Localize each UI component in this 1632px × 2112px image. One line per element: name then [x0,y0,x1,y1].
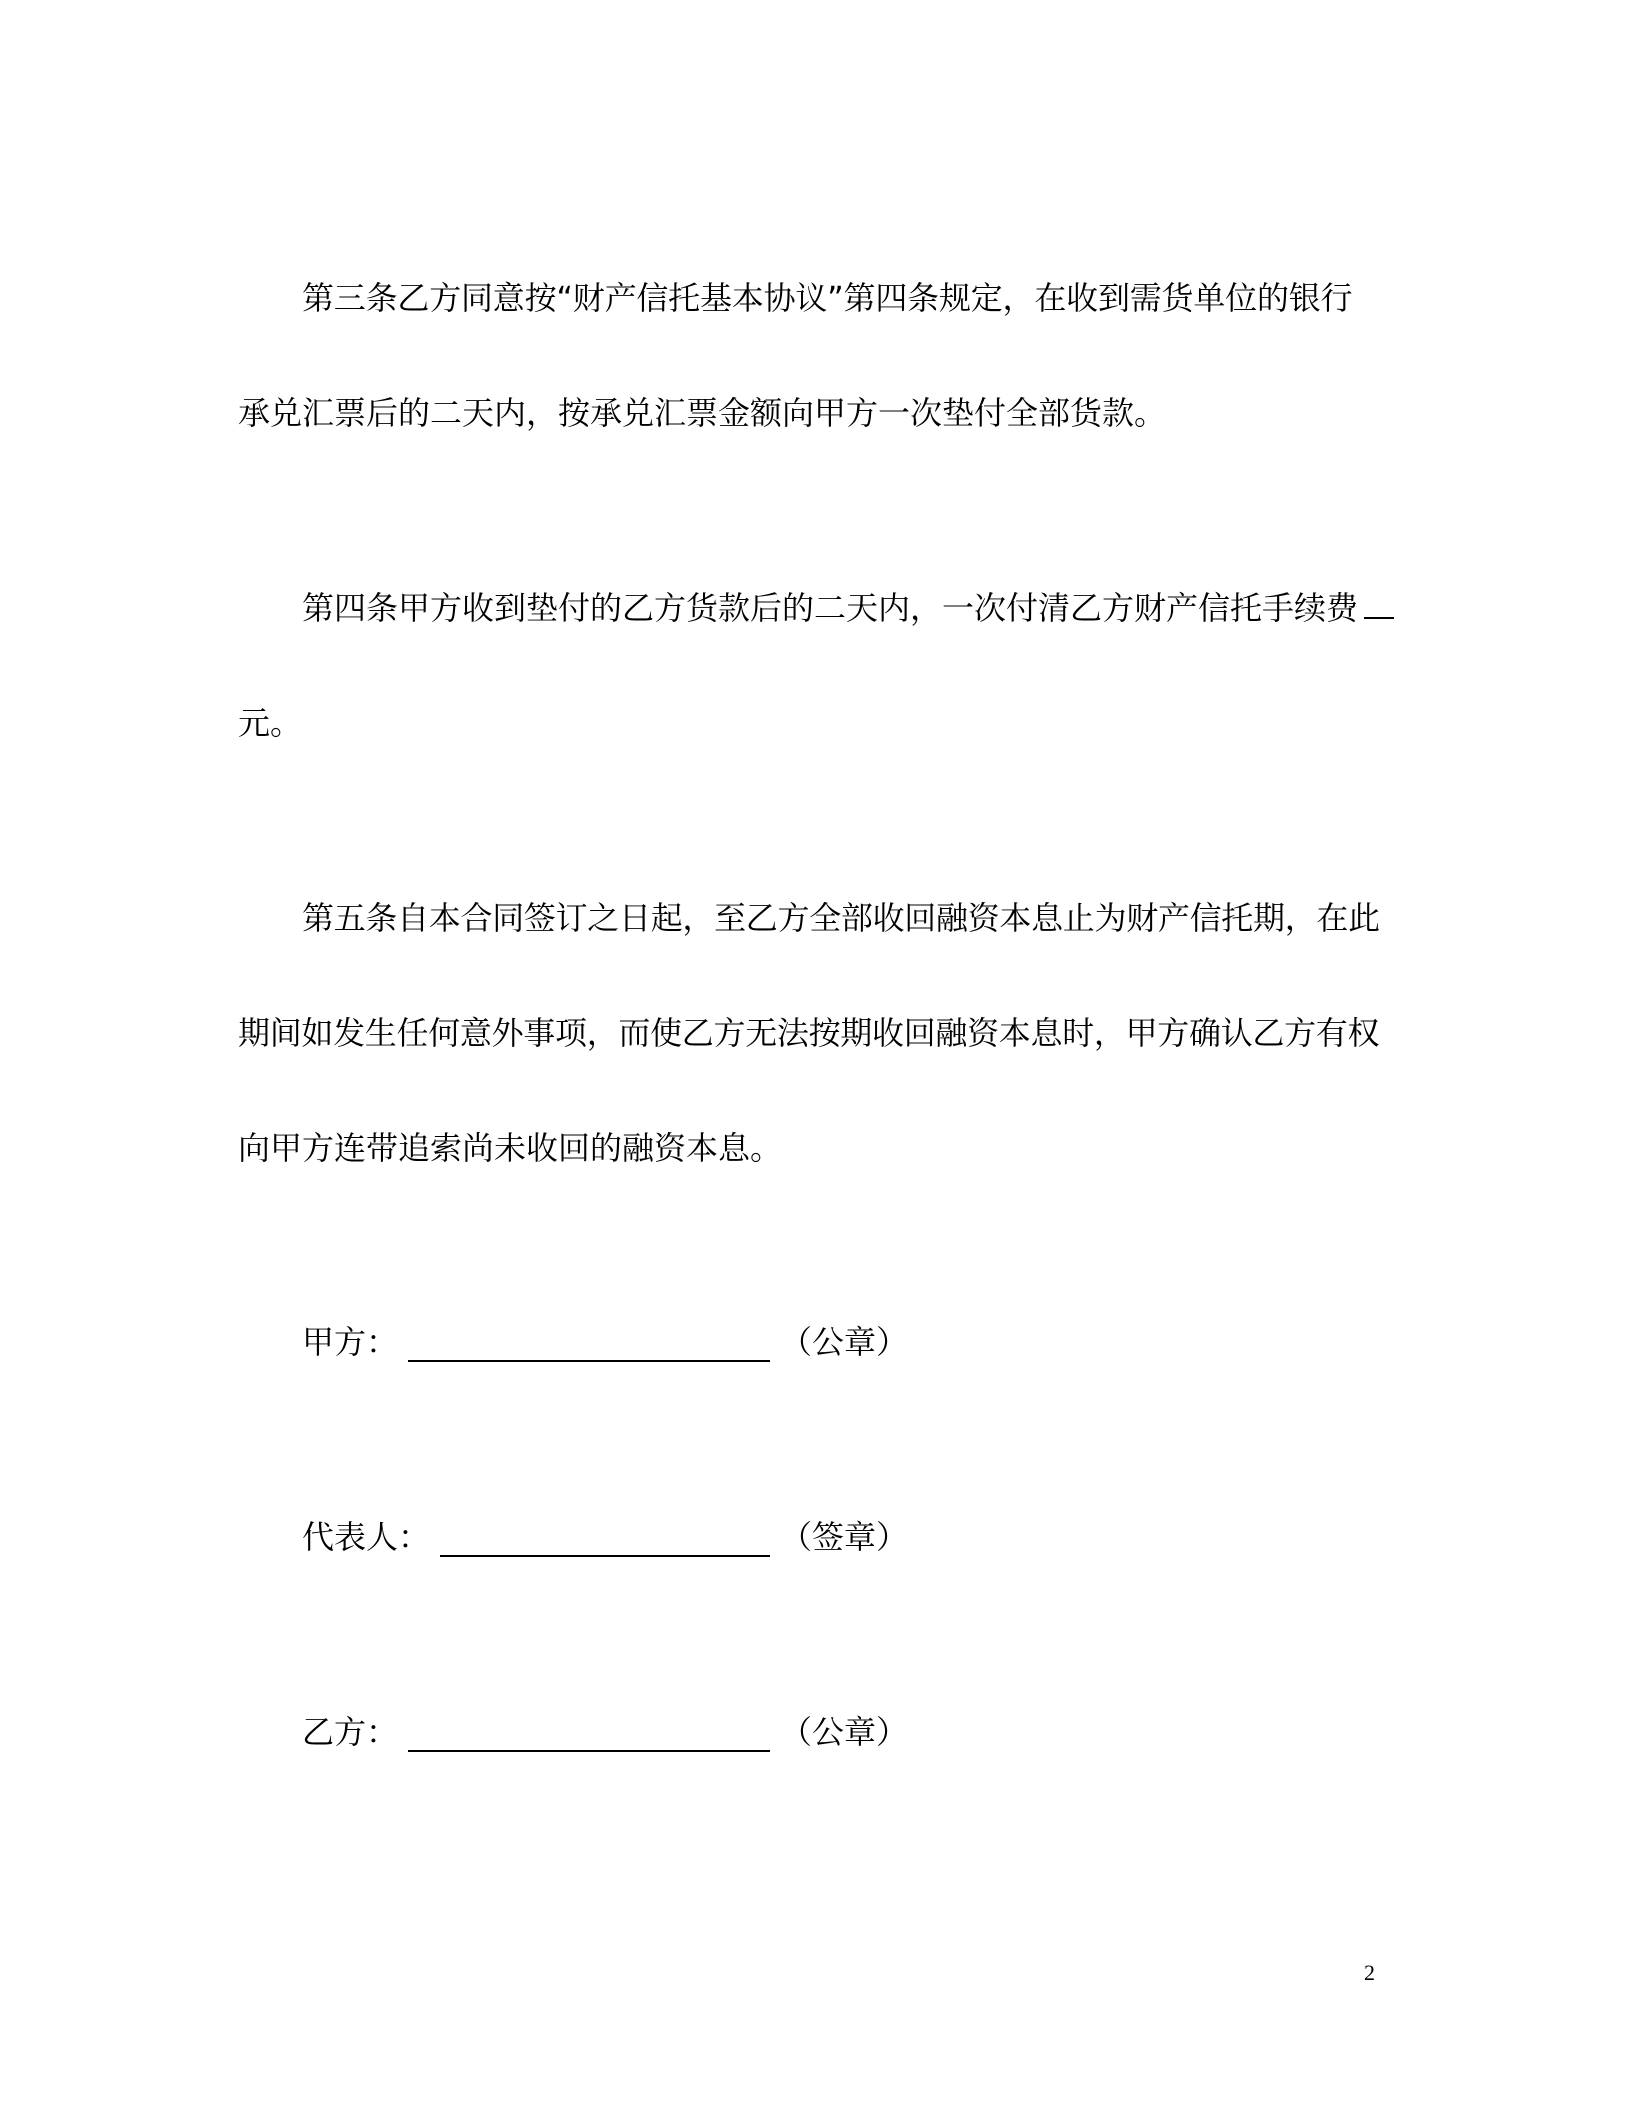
article-3-line-2: 承兑汇票后的二天内，按承兑汇票金额向甲方一次垫付全部货款。 [238,394,1167,432]
article-3-line-1: 第三条乙方同意按“财产信托基本协议”第四条规定，在收到需货单位的银行 [302,279,1353,317]
article-5-line-3: 向甲方连带追索尚未收回的融资本息。 [238,1129,783,1167]
article-4-text: 第四条甲方收到垫付的乙方货款后的二天内，一次付清乙方财产信托手续费 [302,589,1359,627]
signature-party-b [302,1712,908,1752]
fee-blank [1364,589,1394,619]
party-b-signature-line [408,1716,770,1752]
article-5-line-2: 期间如发生任何意外事项，而使乙方无法按期收回融资本息时，甲方确认乙方有权 [238,1014,1380,1052]
representative-label: 代表人： [302,1518,431,1556]
party-a-seal-note: （公章） [780,1323,909,1361]
article-4-line-1 [302,588,1394,628]
signature-representative [302,1517,908,1557]
party-a-signature-line [408,1326,770,1362]
page-number: 2 [1364,1960,1375,1985]
representative-seal-note: （签章） [780,1518,909,1556]
party-a-label: 甲方： [302,1323,399,1361]
party-b-seal-note: （公章） [780,1713,909,1751]
signature-party-a [302,1322,908,1362]
article-5-line-1: 第五条自本合同签订之日起，至乙方全部收回融资本息止为财产信托期，在此 [302,899,1380,937]
party-b-label: 乙方： [302,1713,399,1751]
representative-signature-line [440,1521,770,1557]
article-4-line-2: 元。 [238,704,303,742]
